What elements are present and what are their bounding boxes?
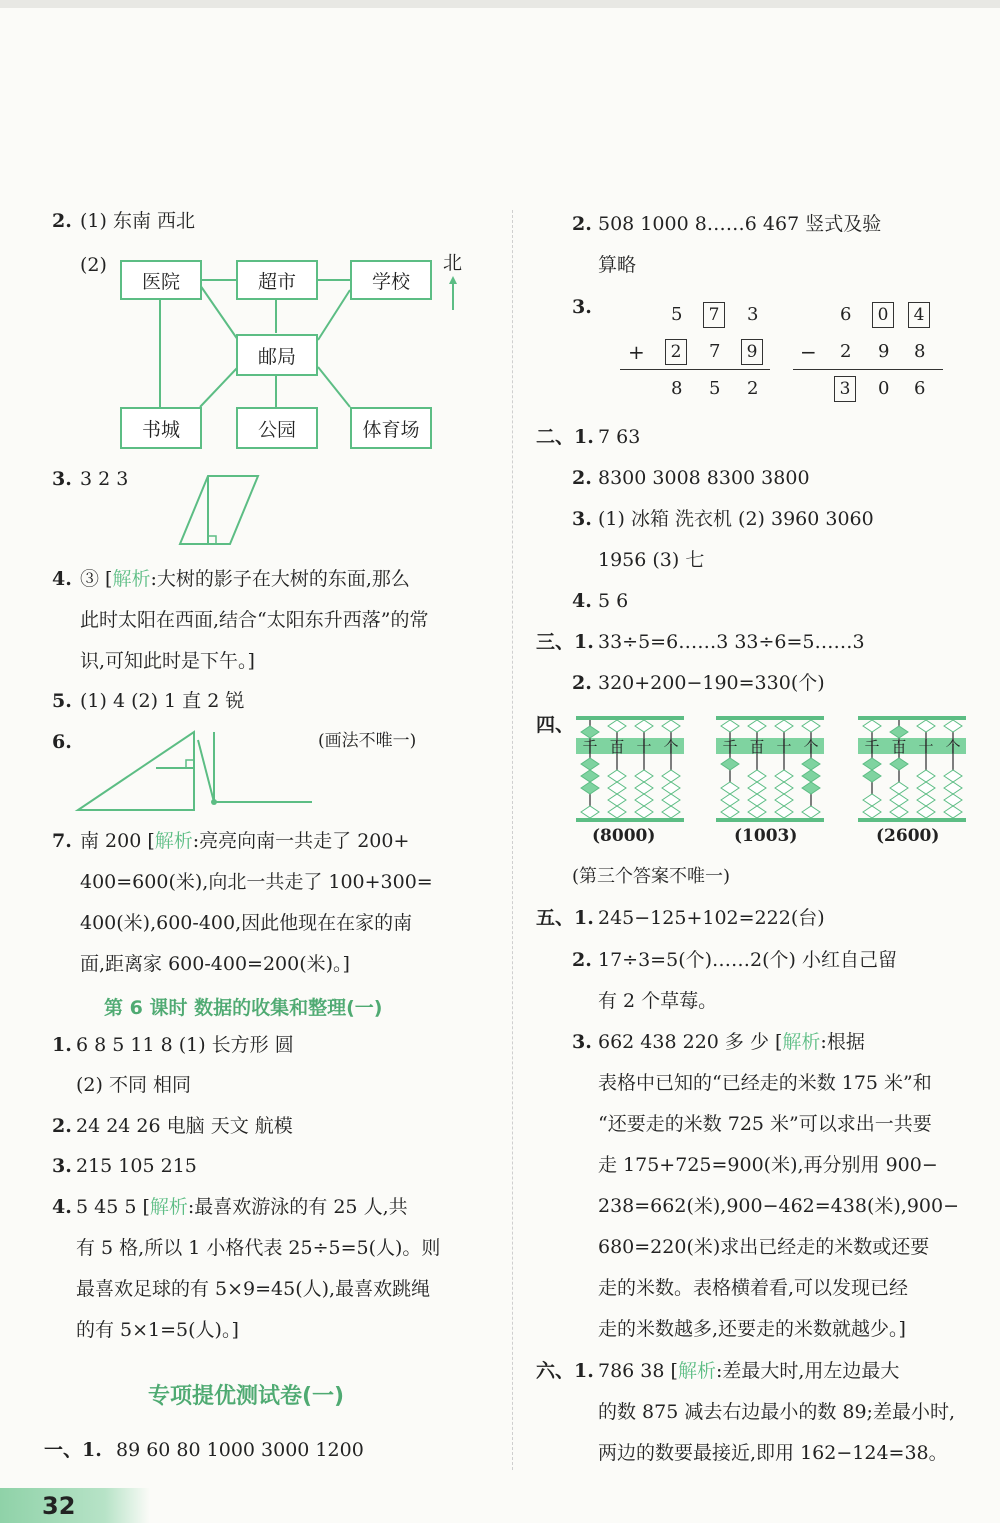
- abacus-bead: [863, 794, 881, 806]
- abacus-bead: [721, 794, 739, 806]
- abacus-bead: [775, 782, 793, 794]
- s2-q3-num: 3.: [572, 508, 592, 530]
- abacus-place-label: 十: [918, 738, 934, 756]
- s6-q1-line2: 的数 875 减去右边最小的数 89;差最小时,: [598, 1401, 956, 1423]
- abacus-bead: [775, 806, 793, 818]
- s2-q2-answer: 8300 3008 8300 3800: [598, 467, 810, 489]
- l6-q1-answer: 6 8 5 11 8 (1) 长方形 圆: [76, 1034, 294, 1056]
- abacus-bead: [802, 758, 820, 770]
- q7-num: 7.: [52, 830, 72, 852]
- abacus-1-value: (8000): [592, 826, 656, 846]
- abacus-bead: [662, 720, 680, 732]
- abacus-bottom-bar: [858, 818, 966, 822]
- abacus-bead: [662, 794, 680, 806]
- abacus-bead: [802, 770, 820, 782]
- abacus-bead: [721, 720, 739, 732]
- abacus-bead: [802, 720, 820, 732]
- l6-q3-answer: 215 105 215: [76, 1155, 197, 1177]
- q7-line2: 400=600(米),向北一共走了 100+300=: [80, 871, 433, 893]
- sub-r2-d2: 9: [878, 341, 890, 362]
- q5-num: 5.: [52, 690, 72, 712]
- abacus-bead: [775, 770, 793, 782]
- s5-q3-line3: “还要走的米数 725 米”可以求出一共要: [598, 1113, 932, 1135]
- map-park: 公园: [236, 407, 318, 449]
- q4-num: 4.: [52, 568, 72, 590]
- s4-note: (第三个答案不唯一): [572, 866, 731, 887]
- q4-line1: ③ [解析:大树的影子在大树的东面,那么: [80, 568, 410, 590]
- q7-line4: 面,距离家 600-400=200(米)。]: [80, 953, 350, 975]
- q6-note: (画法不唯一): [318, 731, 417, 751]
- add-r2-d2: 7: [709, 341, 721, 362]
- s2-q4-num: 4.: [572, 590, 592, 612]
- q5-answer: (1) 4 (2) 1 直 2 锐: [80, 690, 245, 712]
- abacus-bead: [775, 720, 793, 732]
- map-stadium: 体育场: [350, 407, 432, 449]
- abacus-place-label: 百: [609, 738, 625, 756]
- abacus-bead: [944, 782, 962, 794]
- s5-q1-num: 五、1.: [536, 907, 594, 929]
- s3-q2-num: 2.: [572, 672, 592, 694]
- abacus-drawing: [858, 714, 966, 826]
- abacus-bead: [863, 806, 881, 818]
- abacus-bead: [748, 770, 766, 782]
- add-r2-d1-box: 2: [665, 339, 687, 365]
- q7-line1: 南 200 [解析:亮亮向南一共走了 200+: [80, 830, 410, 852]
- abacus-bead: [721, 806, 739, 818]
- abacus-bead: [944, 720, 962, 732]
- abacus-bead: [721, 782, 739, 794]
- abacus-bead: [775, 794, 793, 806]
- abacus-bottom-bar: [716, 818, 824, 822]
- s2-q4-answer: 5 6: [598, 590, 629, 612]
- abacus-bead: [802, 806, 820, 818]
- abacus-1: [576, 714, 684, 826]
- l6-q2-answer: 24 24 26 电脑 天文 航模: [76, 1115, 293, 1137]
- abacus-bead: [917, 770, 935, 782]
- abacus-place-label: 十: [776, 738, 792, 756]
- s5-q3-num: 3.: [572, 1031, 592, 1053]
- abacus-place-label: 个: [803, 738, 819, 756]
- map-school: 学校: [350, 260, 432, 300]
- s5-q3-line2: 表格中已知的“已经走的米数 175 米”和: [598, 1072, 932, 1094]
- map-bookstore: 书城: [120, 407, 202, 449]
- abacus-bead: [608, 794, 626, 806]
- l6-q4-line2: 有 5 格,所以 1 小格代表 25÷5=5(人)。则: [76, 1237, 441, 1259]
- abacus-bead: [863, 770, 881, 782]
- q4-line3: 识,可知此时是下午。]: [80, 650, 255, 672]
- abacus-place-label: 千: [722, 738, 738, 756]
- l6-q4-num: 4.: [52, 1196, 72, 1218]
- abacus-bead: [802, 782, 820, 794]
- sub-res-d2: 0: [878, 378, 890, 399]
- map-post-office: 邮局: [236, 334, 318, 376]
- abacus-bead: [917, 720, 935, 732]
- s5-q1-answer: 245−125+102=222(台): [598, 907, 825, 929]
- q2-num: 2.: [52, 210, 72, 232]
- abacus-drawing: [576, 714, 684, 826]
- q2-part2-label: (2): [80, 254, 107, 276]
- add-r1-d2-box: 7: [703, 302, 725, 328]
- l6-q1-answer2: (2) 不同 相同: [76, 1074, 191, 1096]
- q3-answer: 3 2 3: [80, 468, 129, 490]
- q2-part1: (1) 东南 西北: [80, 210, 195, 232]
- add-r2-d3-box: 9: [741, 339, 763, 365]
- abacus-bead: [581, 782, 599, 794]
- abacus-bead: [635, 782, 653, 794]
- abacus-bead: [748, 782, 766, 794]
- s5-q3-line8: 走的米数越多,还要走的米数就越少。]: [598, 1318, 906, 1340]
- abacus-bead: [863, 720, 881, 732]
- abacus-bead: [635, 770, 653, 782]
- s3-q2-answer: 320+200−190=330(个): [598, 672, 825, 694]
- s5-q3-line6: 680=220(米)求出已经走的米数或还要: [598, 1236, 930, 1258]
- abacus-2-value: (1003): [734, 826, 798, 846]
- s5-q2-answer2: 有 2 个草莓。: [598, 990, 718, 1012]
- sub-r1-d2-box: 0: [872, 302, 894, 328]
- t1-num: 一、1.: [44, 1439, 102, 1461]
- l6-q4-line1: 5 45 5 [解析:最喜欢游泳的有 25 人,共: [76, 1196, 408, 1218]
- l6-q3-num: 3.: [52, 1155, 72, 1177]
- page-number-badge: [0, 1488, 150, 1523]
- top-edge: [0, 0, 1000, 8]
- abacus-3: [858, 714, 966, 826]
- s6-q1-line3: 两边的数要最接近,即用 162−124=38。: [598, 1442, 948, 1464]
- s5-q2-answer: 17÷3=5(个)……2(个) 小红自己留: [598, 949, 897, 971]
- sub-res-d1-box: 3: [834, 376, 856, 402]
- abacus-bead: [748, 794, 766, 806]
- add-res-d1: 8: [671, 378, 683, 399]
- abacus-3-value: (2600): [876, 826, 940, 846]
- sub-r2-d1: 2: [840, 341, 852, 362]
- abacus-bead: [635, 794, 653, 806]
- abacus-place-label: 百: [891, 738, 907, 756]
- abacus-bead: [917, 794, 935, 806]
- sub-operator: −: [800, 340, 817, 364]
- add-res-d2: 5: [709, 378, 721, 399]
- map-supermarket: 超市: [236, 260, 318, 300]
- page-number: 32: [42, 1492, 76, 1520]
- abacus-bead: [748, 806, 766, 818]
- abacus-bead: [662, 806, 680, 818]
- lesson6-title: 第 6 课时 数据的收集和整理(一): [104, 997, 383, 1019]
- abacus-top-bar: [858, 716, 966, 720]
- abacus-2: [716, 714, 824, 826]
- abacus-place-label: 十: [636, 738, 652, 756]
- s2-q1-answer: 7 63: [598, 426, 641, 448]
- abacus-top-bar: [576, 716, 684, 720]
- abacus-place-label: 千: [864, 738, 880, 756]
- abacus-bead: [890, 782, 908, 794]
- q4-line2: 此时太阳在西面,结合“太阳东升西落”的常: [80, 609, 429, 631]
- s5-q3-line1: 662 438 220 多 少 [解析:根据: [598, 1031, 865, 1053]
- l6-q1-num: 1.: [52, 1034, 72, 1056]
- abacus-bead: [890, 726, 908, 738]
- abacus-bead: [944, 770, 962, 782]
- s5-q3-line5: 238=662(米),900−462=438(米),900−: [598, 1195, 960, 1217]
- sub-r1-d3-box: 4: [908, 302, 930, 328]
- add-line: [620, 369, 770, 370]
- map-hospital: 医院: [120, 260, 202, 300]
- s5-q3-line4: 走 175+725=900(米),再分别用 900−: [598, 1154, 938, 1176]
- abacus-bead: [917, 806, 935, 818]
- abacus-bead: [581, 726, 599, 738]
- abacus-bead: [635, 806, 653, 818]
- abacus-bead: [608, 806, 626, 818]
- abacus-drawing: [716, 714, 824, 826]
- north-arrow-icon: [448, 276, 458, 310]
- abacus-bead: [890, 806, 908, 818]
- angle-figure: [200, 730, 320, 814]
- abacus-place-label: 个: [945, 738, 961, 756]
- abacus-bead: [721, 758, 739, 770]
- s5-q2-num: 2.: [572, 949, 592, 971]
- s3-q1-answer: 33÷5=6……3 33÷6=5……3: [598, 631, 865, 653]
- abacus-bead: [944, 806, 962, 818]
- s2-q3-answer: (1) 冰箱 洗衣机 (2) 3960 3060: [598, 508, 874, 530]
- sub-r1-d1: 6: [840, 304, 852, 325]
- add-r1-d3: 3: [747, 304, 759, 325]
- r-q2-answer2: 算略: [598, 254, 637, 276]
- q7-line3: 400(米),600-400,因此他现在在家的南: [80, 912, 413, 934]
- r-q3-num: 3.: [572, 296, 592, 318]
- s6-q1-line1: 786 38 [解析:差最大时,用左边最大: [598, 1360, 900, 1382]
- l6-q4-line3: 最喜欢足球的有 5×9=45(人),最喜欢跳绳: [76, 1278, 431, 1300]
- abacus-place-label: 个: [663, 738, 679, 756]
- abacus-bead: [581, 806, 599, 818]
- s5-q3-line7: 走的米数。表格横着看,可以发现已经: [598, 1277, 909, 1299]
- abacus-bead: [662, 770, 680, 782]
- add-operator: +: [628, 340, 645, 364]
- sub-r2-d3: 8: [914, 341, 926, 362]
- t1-answer: 89 60 80 1000 3000 1200: [116, 1439, 364, 1461]
- abacus-bead: [581, 758, 599, 770]
- add-r1-d1: 5: [671, 304, 683, 325]
- abacus-bead: [608, 782, 626, 794]
- l6-q4-line4: 的有 5×1=5(人)。]: [76, 1319, 239, 1341]
- abacus-place-label: 千: [582, 738, 598, 756]
- abacus-bead: [608, 770, 626, 782]
- parallelogram-figure: [178, 474, 260, 548]
- abacus-bead: [890, 758, 908, 770]
- s6-q1-num: 六、1.: [536, 1360, 594, 1382]
- s3-q1-num: 三、1.: [536, 631, 594, 653]
- r-q2-answer: 508 1000 8……6 467 竖式及验: [598, 213, 882, 235]
- abacus-bead: [662, 782, 680, 794]
- q6-num: 6.: [52, 731, 72, 753]
- abacus-bead: [608, 720, 626, 732]
- sub-line: [793, 369, 943, 370]
- abacus-place-label: 百: [749, 738, 765, 756]
- abacus-top-bar: [716, 716, 824, 720]
- abacus-bead: [748, 720, 766, 732]
- sub-res-d3: 6: [914, 378, 926, 399]
- q3-num: 3.: [52, 468, 72, 490]
- abacus-bead: [635, 720, 653, 732]
- s2-q1-num: 二、1.: [536, 426, 594, 448]
- s2-q2-num: 2.: [572, 467, 592, 489]
- north-label: 北: [443, 252, 463, 274]
- test-title: 专项提优测试卷(一): [148, 1384, 345, 1409]
- s2-q3-answer2: 1956 (3) 七: [598, 549, 705, 571]
- abacus-bead: [890, 794, 908, 806]
- abacus-bottom-bar: [576, 818, 684, 822]
- r-q2-num: 2.: [572, 213, 592, 235]
- add-res-d3: 2: [747, 378, 759, 399]
- abacus-bead: [581, 770, 599, 782]
- l6-q2-num: 2.: [52, 1115, 72, 1137]
- abacus-bead: [863, 758, 881, 770]
- abacus-bead: [944, 794, 962, 806]
- abacus-bead: [917, 782, 935, 794]
- s4-num: 四、: [536, 714, 575, 736]
